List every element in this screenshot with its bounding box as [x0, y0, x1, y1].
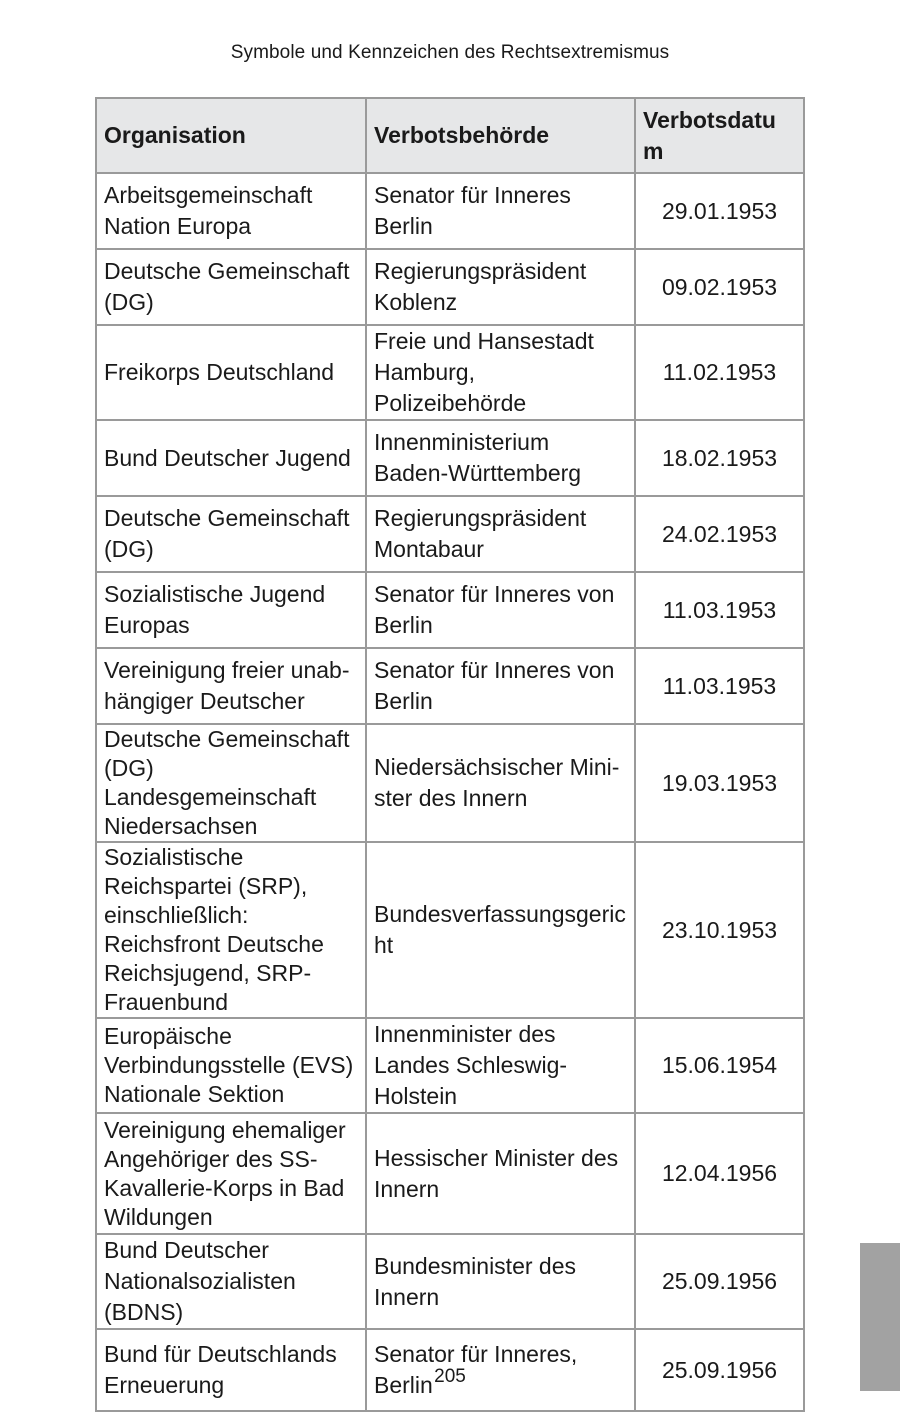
date-cell: 15.06.1954	[635, 1018, 804, 1113]
column-header-organisation: Organisation	[96, 98, 366, 173]
organisation-cell: Deutsche Gemeinschaft (DG)	[96, 249, 366, 325]
date-cell: 11.03.1953	[635, 648, 804, 724]
organisation-cell: Sozialistische Reichspartei (SRP), einschließlich: Reichsfront Deutsche Reichsjugend, SRP-Frauenbund	[96, 842, 366, 1018]
date-cell: 24.02.1953	[635, 496, 804, 572]
authority-cell: Regierungspräsident Montabaur	[366, 496, 635, 572]
page-number: 205	[434, 1366, 466, 1387]
prohibition-table	[95, 97, 805, 1412]
running-title: Symbole und Kennzeichen des Rechtsextremismus	[230, 42, 670, 63]
authority-cell: Bundesverfassungsgericht	[366, 842, 635, 1018]
organisation-cell: Freikorps Deutschland	[96, 325, 366, 420]
organisation-cell: Vereinigung ehemaliger Angehöriger des SS-Kavallerie-Korps in Bad Wildungen	[96, 1113, 366, 1234]
date-cell: 11.02.1953	[635, 325, 804, 420]
organisation-cell: Vereinigung freier unabhängiger Deutscher	[96, 648, 366, 724]
date-cell: 18.02.1953	[635, 420, 804, 496]
table-row	[96, 1113, 804, 1234]
date-cell: 25.09.1956	[635, 1329, 804, 1411]
table-row	[96, 724, 804, 842]
table-header-row	[96, 98, 804, 173]
table-row	[96, 249, 804, 325]
organisation-cell: Bund Deutscher Nationalsozialisten (BDNS)	[96, 1234, 366, 1329]
organisation-cell: Bund Deutscher Jugend	[96, 420, 366, 496]
table-row	[96, 648, 804, 724]
organisation-cell: Sozialistische Jugend Europas	[96, 572, 366, 648]
date-cell: 23.10.1953	[635, 842, 804, 1018]
authority-cell: Senator für Inneres Berlin	[366, 173, 635, 249]
organisation-cell: Europäische Verbindungsstelle (EVS) Nationale Sektion	[96, 1018, 366, 1113]
authority-cell: Freie und Hansestadt Hamburg, Polizeibehörde	[366, 325, 635, 420]
table-row	[96, 842, 804, 1018]
organisation-cell: Deutsche Gemeinschaft (DG) Landesgemeinschaft Niedersachsen	[96, 724, 366, 842]
table-row	[96, 1234, 804, 1329]
authority-cell: Hessischer Minister des Innern	[366, 1113, 635, 1234]
table-row	[96, 496, 804, 572]
authority-cell: Bundesminister des Innern	[366, 1234, 635, 1329]
table-row	[96, 173, 804, 249]
date-cell: 19.03.1953	[635, 724, 804, 842]
date-cell: 25.09.1956	[635, 1234, 804, 1329]
authority-cell: Senator für Inneres, Berlin	[366, 1329, 635, 1411]
date-cell: 11.03.1953	[635, 572, 804, 648]
date-cell: 12.04.1956	[635, 1113, 804, 1234]
authority-cell: Senator für Inneres von Berlin	[366, 648, 635, 724]
organisation-cell: Arbeitsgemeinschaft Nation Europa	[96, 173, 366, 249]
column-header-date: Verbotsdatum	[635, 98, 804, 173]
table-row	[96, 1018, 804, 1113]
date-cell: 09.02.1953	[635, 249, 804, 325]
table-row	[96, 420, 804, 496]
authority-cell: Innenminister des Landes Schleswig-Holstein	[366, 1018, 635, 1113]
table-row	[96, 325, 804, 420]
authority-cell: Regierungspräsident Koblenz	[366, 249, 635, 325]
authority-cell: Senator für Inneres von Berlin	[366, 572, 635, 648]
date-cell: 29.01.1953	[635, 173, 804, 249]
authority-cell: Innenministerium Baden-Württemberg	[366, 420, 635, 496]
organisation-cell: Bund für Deutschlands Erneuerung	[96, 1329, 366, 1411]
authority-cell: Niedersächsischer Minister des Innern	[366, 724, 635, 842]
table-row	[96, 572, 804, 648]
column-header-authority: Verbotsbehörde	[366, 98, 635, 173]
organisation-cell: Deutsche Gemeinschaft (DG)	[96, 496, 366, 572]
